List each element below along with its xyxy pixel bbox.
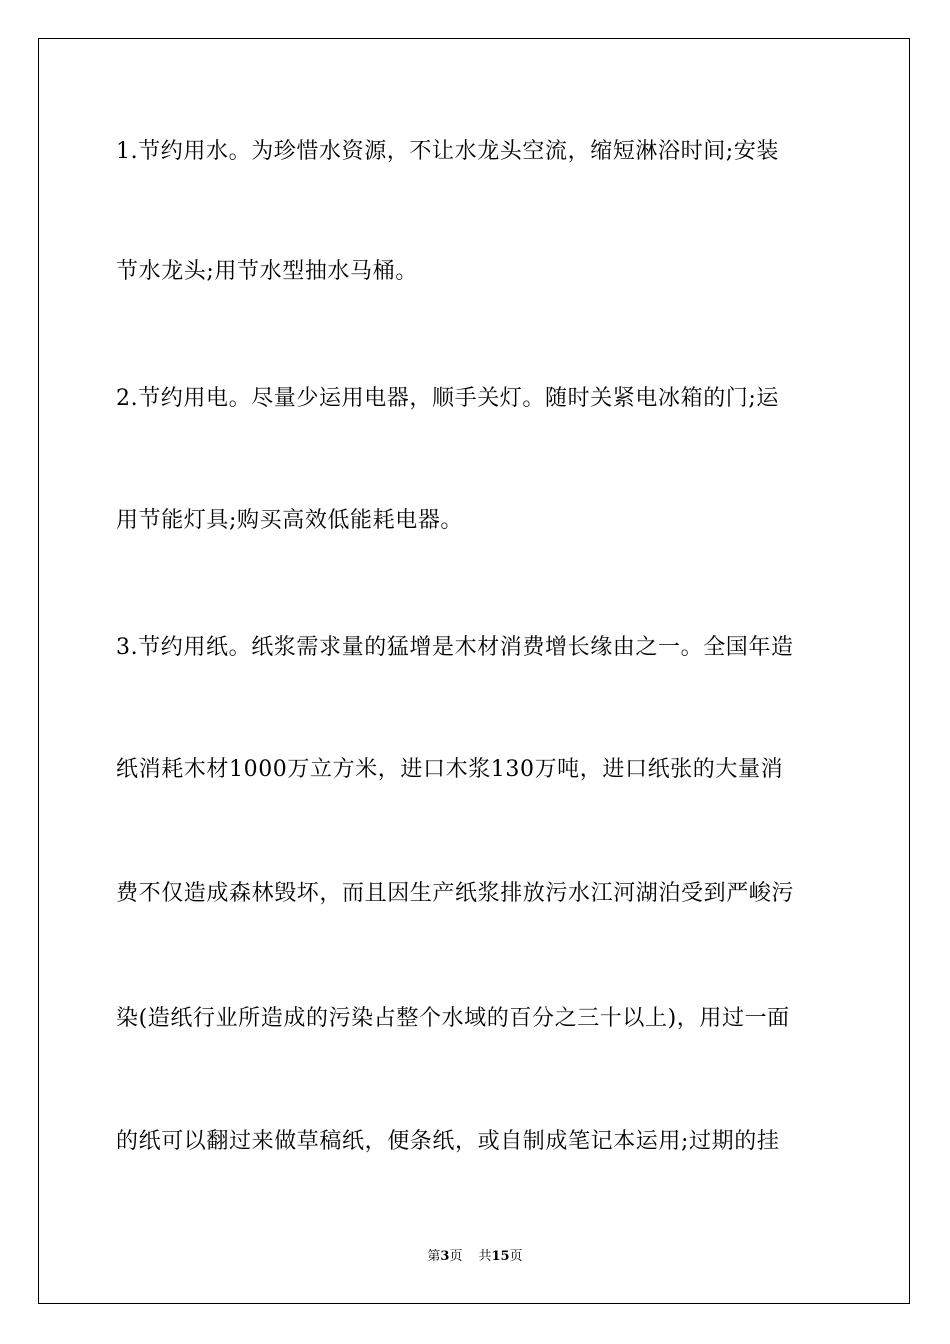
- page-footer: [0, 1249, 950, 1265]
- paragraph-line: 2.节约用电。尽量少运用电器，顺手关灯。随时关紧电冰箱的门;运: [116, 386, 780, 411]
- paragraph-line: 纸消耗木材1000万立方米，进口木浆130万吨，进口纸张的大量消: [116, 757, 784, 782]
- total-pages: 15: [491, 1249, 510, 1264]
- page-prefix: 第: [427, 1249, 441, 1264]
- paragraph-line: 用节能灯具;购买高效低能耗电器。: [116, 508, 464, 533]
- page-border: [38, 38, 910, 1304]
- paragraph-line: 1.节约用水。为珍惜水资源，不让水龙头空流，缩短淋浴时间;安装: [116, 139, 780, 164]
- paragraph-line: 节水龙头;用节水型抽水马桶。: [116, 259, 418, 284]
- page-suffix: 页: [449, 1249, 463, 1264]
- total-suffix: 页: [509, 1249, 523, 1264]
- paragraph-line: 的纸可以翻过来做草稿纸，便条纸，或自制成笔记本运用;过期的挂: [116, 1129, 780, 1154]
- paragraph-line: 染(造纸行业所造成的污染占整个水域的百分之三十以上)，用过一面: [116, 1006, 790, 1031]
- total-prefix: 共: [478, 1249, 492, 1264]
- page-number: 3: [440, 1249, 450, 1264]
- paragraph-line: 费不仅造成森林毁坏，而且因生产纸浆排放污水江河湖泊受到严峻污: [116, 881, 795, 906]
- paragraph-line: 3.节约用纸。纸浆需求量的猛增是木材消费增长缘由之一。全国年造: [116, 635, 794, 660]
